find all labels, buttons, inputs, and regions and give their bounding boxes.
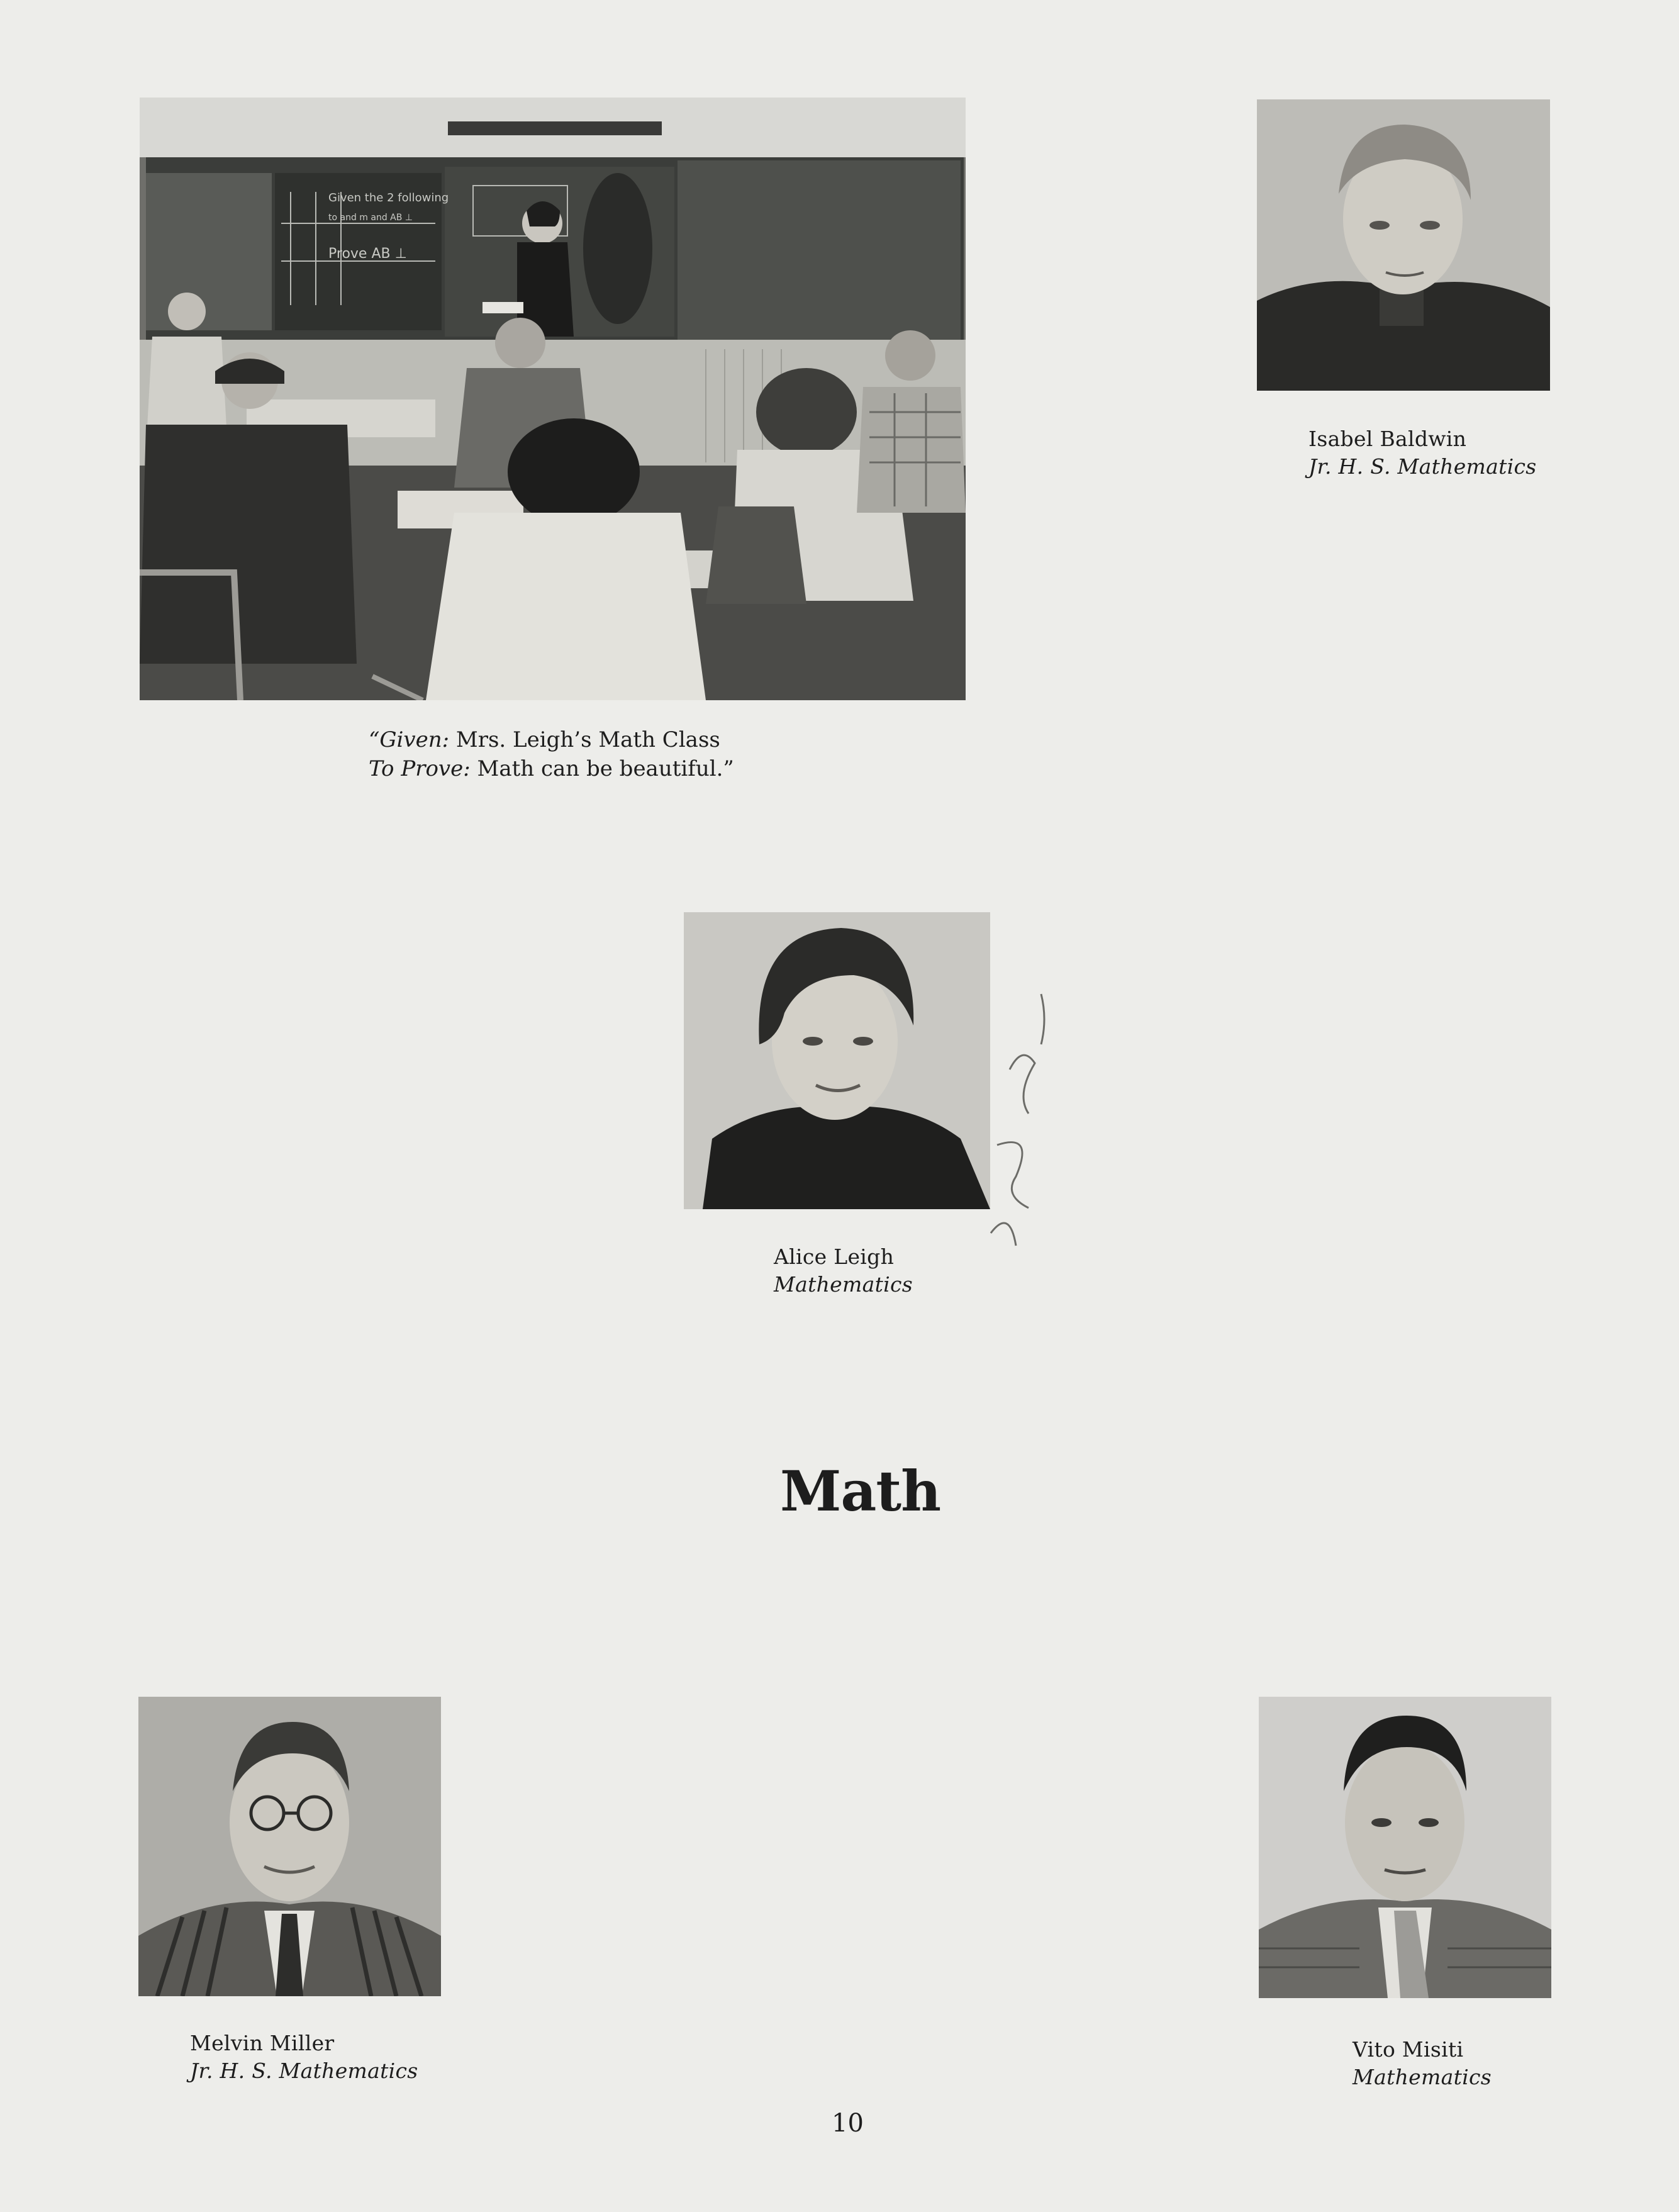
teacher-role: Mathematics <box>774 1272 913 1297</box>
caption-alice-leigh <box>774 1243 913 1299</box>
caption-vito-misiti <box>1353 2036 1492 2091</box>
teacher-name: Melvin Miller <box>190 2031 335 2055</box>
given-label: “Given: <box>369 727 450 752</box>
teacher-role: Jr. H. S. Mathematics <box>190 2058 418 2083</box>
portrait-melvin-miller <box>138 1697 441 1996</box>
classroom-photo-caption <box>369 725 734 783</box>
caption-isabel-baldwin <box>1308 425 1537 481</box>
chalkboard-line-1: Given the 2 following <box>328 191 449 204</box>
prove-label: To Prove: <box>369 756 471 781</box>
teacher-role: Jr. H. S. Mathematics <box>1308 454 1537 479</box>
classroom-photo <box>140 98 966 700</box>
portrait-vito-misiti <box>1259 1697 1551 1998</box>
section-title: Math <box>780 1458 941 1524</box>
caption-line-given <box>369 725 734 754</box>
portrait-alice-leigh <box>684 912 990 1209</box>
chalkboard-line-3: Prove AB ⊥ <box>328 246 407 262</box>
teacher-name: Alice Leigh <box>774 1244 895 1269</box>
page-number: 10 <box>832 2109 864 2138</box>
teacher-name: Isabel Baldwin <box>1308 427 1467 451</box>
caption-melvin-miller <box>190 2030 418 2085</box>
chalkboard-line-2: to and m and AB ⊥ <box>328 213 413 223</box>
prove-text: Math can be beautiful.” <box>470 756 734 781</box>
teacher-role: Mathematics <box>1353 2065 1492 2089</box>
portrait-isabel-baldwin <box>1257 99 1550 391</box>
teacher-name: Vito Misiti <box>1353 2037 1464 2062</box>
given-text: Mrs. Leigh’s Math Class <box>449 727 720 752</box>
handwritten-signature <box>972 969 1060 1258</box>
caption-line-prove <box>369 754 734 783</box>
